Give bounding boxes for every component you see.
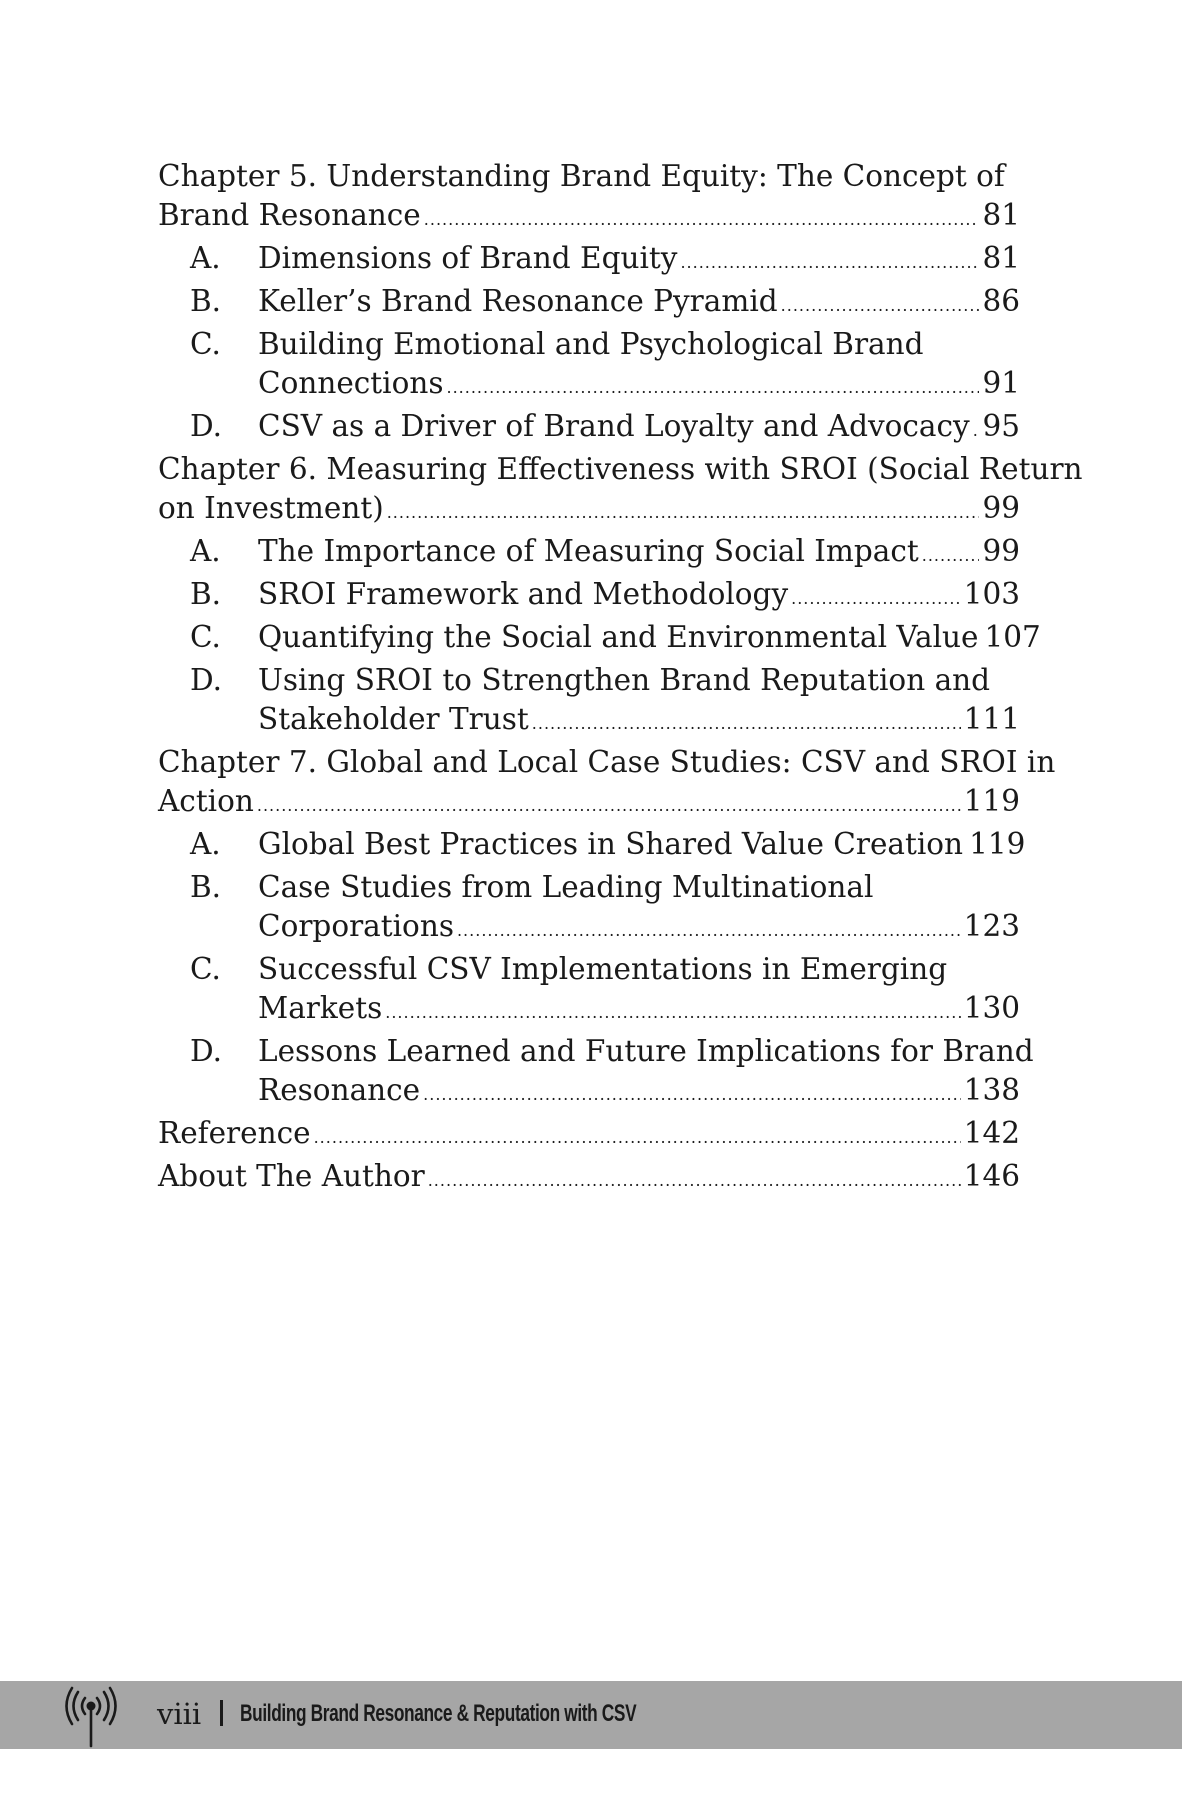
- item-title: SROI Framework and Methodology: [258, 577, 789, 611]
- toc-item[interactable]: [158, 325, 1020, 407]
- broadcast-antenna-icon: [64, 1686, 118, 1748]
- page-number: 86: [982, 284, 1020, 318]
- dot-leader: [314, 1118, 961, 1157]
- dot-leader: [424, 200, 980, 239]
- dot-leader: [922, 536, 980, 575]
- toc-item[interactable]: [158, 575, 1020, 618]
- footer-separator: [220, 1700, 223, 1726]
- item-title: Corporations: [258, 909, 454, 943]
- toc-item[interactable]: [158, 950, 1020, 1032]
- chapter-title-line: Brand Resonance: [158, 198, 421, 232]
- item-letter: A.: [190, 534, 221, 568]
- entry-title: About The Author: [158, 1159, 425, 1193]
- dot-leader: [680, 243, 979, 282]
- item-title: Stakeholder Trust: [258, 702, 529, 736]
- item-title: Resonance: [258, 1073, 421, 1107]
- toc-chapter-6[interactable]: [158, 450, 1083, 532]
- chapter-title-line: on Investment): [158, 491, 384, 525]
- item-letter: C.: [190, 620, 221, 654]
- item-title: Case Studies from Leading Multinational: [258, 870, 874, 904]
- toc-item[interactable]: [158, 618, 1041, 661]
- page-number: 138: [963, 1073, 1020, 1107]
- toc-item[interactable]: [158, 868, 1020, 950]
- item-title: Markets: [258, 991, 383, 1025]
- toc-item[interactable]: [158, 825, 1026, 868]
- toc-item[interactable]: [158, 239, 1020, 282]
- page-number: 119: [963, 784, 1020, 818]
- dot-leader: [423, 1075, 961, 1114]
- item-letter: A.: [190, 241, 221, 275]
- page-number: 99: [982, 491, 1020, 525]
- chapter-title-line: Chapter 7. Global and Local Case Studies: CSV and SROI in: [158, 745, 1056, 779]
- page-number: 123: [963, 909, 1020, 943]
- item-title: Keller’s Brand Resonance Pyramid: [258, 284, 778, 318]
- page-number: 91: [982, 366, 1020, 400]
- dot-leader: [457, 911, 961, 950]
- toc-chapter-7[interactable]: [158, 743, 1056, 825]
- toc-reference[interactable]: [158, 1114, 1020, 1157]
- item-title: Successful CSV Implementations in Emerging: [258, 952, 948, 986]
- item-letter: C.: [190, 327, 221, 361]
- page-number: 146: [963, 1159, 1020, 1193]
- page-number: 142: [963, 1116, 1020, 1150]
- page-number: 119: [969, 827, 1026, 861]
- item-title: Quantifying the Social and Environmental Value: [258, 620, 979, 654]
- item-title: Lessons Learned and Future Implications for Brand: [258, 1034, 1034, 1068]
- dot-leader: [385, 993, 960, 1032]
- item-title: Dimensions of Brand Equity: [258, 241, 678, 275]
- item-title: Using SROI to Strengthen Brand Reputation and: [258, 663, 991, 697]
- item-title: Global Best Practices in Shared Value Creation: [258, 827, 964, 861]
- item-letter: A.: [190, 827, 221, 861]
- toc-chapter-5[interactable]: [158, 157, 1020, 239]
- dot-leader: [791, 579, 961, 618]
- entry-title: Reference: [158, 1116, 311, 1150]
- toc-item[interactable]: [158, 661, 1020, 743]
- page-number: 130: [963, 991, 1020, 1025]
- toc-item[interactable]: [158, 1032, 1034, 1114]
- dot-leader: [447, 368, 980, 407]
- footer-book-title: Building Brand Resonance & Reputation with CSV: [240, 1700, 637, 1727]
- page-number: 111: [963, 702, 1020, 736]
- toc-item[interactable]: [158, 282, 1020, 325]
- page-number: 107: [984, 620, 1041, 654]
- item-letter: B.: [190, 870, 222, 904]
- item-letter: B.: [190, 284, 222, 318]
- chapter-title-line: Chapter 5. Understanding Brand Equity: The Concept of: [158, 159, 1005, 193]
- page-number: 81: [982, 198, 1020, 232]
- dot-leader: [428, 1161, 961, 1200]
- chapter-title-line: Chapter 6. Measuring Effectiveness with SROI (Social Return: [158, 452, 1083, 486]
- footer-page-number: viii: [157, 1697, 202, 1731]
- item-letter: D.: [190, 663, 222, 697]
- dot-leader: [387, 493, 980, 532]
- item-letter: C.: [190, 952, 221, 986]
- item-title: Building Emotional and Psychological Brand: [258, 327, 924, 361]
- item-letter: D.: [190, 1034, 222, 1068]
- page-number: 81: [982, 241, 1020, 275]
- dot-leader: [257, 786, 961, 825]
- dot-leader: [973, 411, 980, 450]
- dot-leader: [781, 286, 980, 325]
- item-letter: D.: [190, 409, 222, 443]
- toc-item[interactable]: [158, 407, 1020, 450]
- toc-about-author[interactable]: [158, 1157, 1020, 1200]
- item-title: The Importance of Measuring Social Impact: [258, 534, 919, 568]
- item-title: CSV as a Driver of Brand Loyalty and Advocacy: [258, 409, 970, 443]
- page-number: 103: [963, 577, 1020, 611]
- page-number: 95: [982, 409, 1020, 443]
- item-title: Connections: [258, 366, 444, 400]
- dot-leader: [532, 704, 961, 743]
- chapter-title-line: Action: [158, 784, 254, 818]
- table-of-contents: [158, 157, 1083, 1200]
- page-number: 99: [982, 534, 1020, 568]
- item-letter: B.: [190, 577, 222, 611]
- toc-item[interactable]: [158, 532, 1020, 575]
